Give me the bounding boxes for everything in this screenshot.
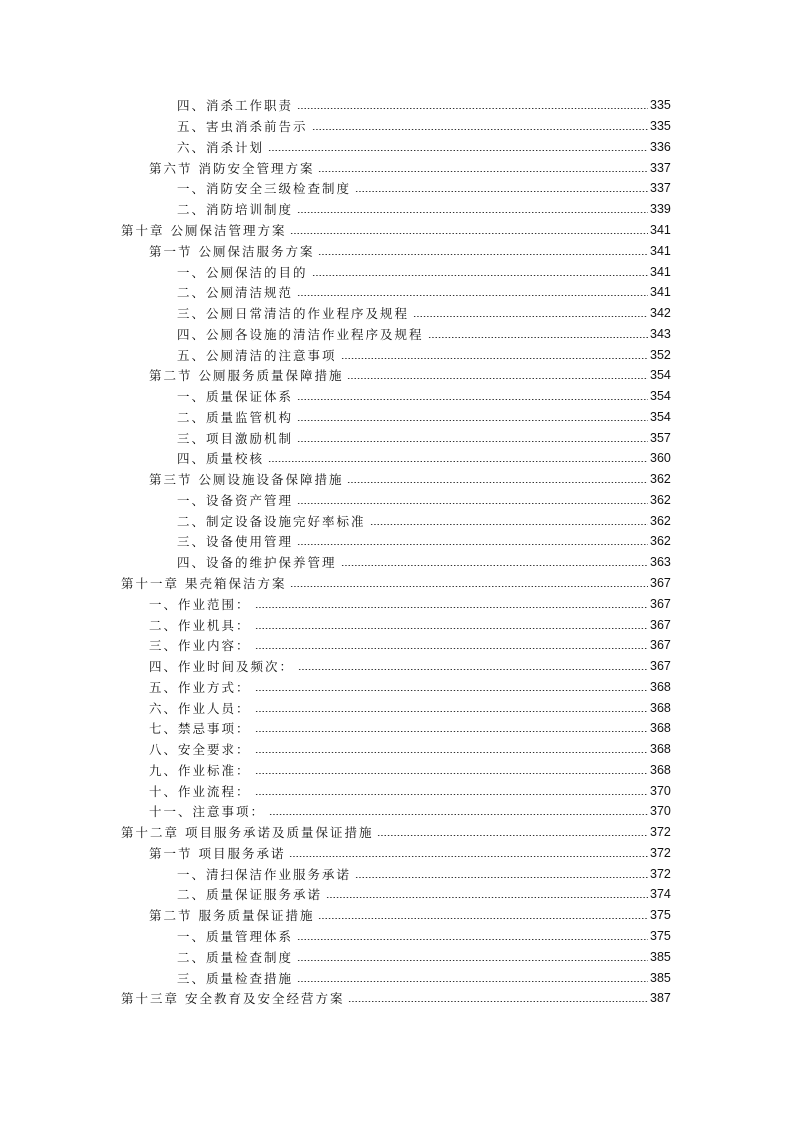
- toc-entry[interactable]: [0, 261, 793, 282]
- toc-entry-title: 三、设备使用管理: [177, 534, 294, 550]
- toc-dot-leader: [318, 254, 648, 255]
- toc-entry[interactable]: [0, 469, 793, 490]
- toc-entry-line: [149, 159, 650, 177]
- toc-entry-line: [121, 823, 650, 841]
- toc-entry[interactable]: [0, 697, 793, 718]
- toc-entry-title: 第二节 公厕服务质量保障措施: [149, 368, 344, 384]
- toc-entry[interactable]: [0, 95, 793, 116]
- toc-entry-line: [177, 865, 650, 883]
- toc-entry-title: 第十二章 项目服务承诺及质量保证措施: [121, 825, 374, 841]
- toc-entry-line: [149, 366, 650, 384]
- toc-entry-line: [177, 553, 650, 571]
- toc-dot-leader: [318, 171, 648, 172]
- toc-dot-leader: [348, 1001, 648, 1002]
- toc-dot-leader: [297, 544, 648, 545]
- toc-entry-line: [149, 636, 650, 654]
- toc-entry-page-number: 357: [650, 430, 671, 445]
- toc-entry-title: 一、质量保证体系: [177, 389, 294, 405]
- toc-dot-leader: [347, 378, 648, 379]
- toc-entry-page-number: 352: [650, 347, 671, 362]
- toc-dot-leader: [255, 648, 648, 649]
- toc-entry-line: [149, 719, 650, 737]
- toc-dot-leader: [255, 690, 648, 691]
- toc-entry[interactable]: [0, 988, 793, 1009]
- toc-dot-leader: [298, 669, 648, 670]
- toc-dot-leader: [428, 337, 648, 338]
- toc-entry[interactable]: [0, 199, 793, 220]
- toc-entry-line: [121, 221, 650, 239]
- toc-entry-line: [177, 429, 650, 447]
- toc-entry-page-number: 387: [650, 991, 671, 1006]
- toc-entry-page-number: 337: [650, 160, 671, 175]
- toc-entry-title: 六、消杀计划: [177, 139, 265, 155]
- toc-entry-line: [177, 512, 650, 530]
- toc-entry-title: 一、公厕保洁的目的: [177, 264, 308, 280]
- toc-entry-page-number: 362: [650, 513, 671, 528]
- toc-dot-leader: [318, 918, 648, 919]
- toc-entry-page-number: 385: [650, 949, 671, 964]
- toc-entry-page-number: 374: [650, 887, 671, 902]
- toc-entry-line: [149, 844, 650, 862]
- toc-entry-title: 一、作业范围：: [149, 596, 251, 612]
- toc-entry-line: [177, 346, 650, 364]
- toc-dot-leader: [297, 960, 648, 961]
- toc-entry-page-number: 354: [650, 389, 671, 404]
- toc-entry[interactable]: [0, 843, 793, 864]
- toc-dot-leader: [255, 794, 648, 795]
- toc-entry-page-number: 372: [650, 825, 671, 840]
- toc-dot-leader: [255, 711, 648, 712]
- toc-entry[interactable]: [0, 282, 793, 303]
- toc-entry[interactable]: [0, 593, 793, 614]
- toc-entry-title: 四、消杀工作职责: [177, 98, 294, 114]
- toc-entry-title: 一、清扫保洁作业服务承诺: [177, 866, 352, 882]
- toc-entry-page-number: 360: [650, 451, 671, 466]
- toc-entry-title: 二、质量监管机构: [177, 409, 294, 425]
- toc-entry[interactable]: [0, 365, 793, 386]
- toc-entry-title: 二、消防培训制度: [177, 202, 294, 218]
- toc-entry[interactable]: [0, 178, 793, 199]
- toc-entry-line: [149, 699, 650, 717]
- toc-entry[interactable]: [0, 157, 793, 178]
- toc-entry-page-number: 339: [650, 202, 671, 217]
- toc-entry-line: [177, 200, 650, 218]
- toc-entry-page-number: 335: [650, 119, 671, 134]
- toc-dot-leader: [341, 358, 648, 359]
- toc-dot-leader: [297, 981, 648, 982]
- toc-entry[interactable]: [0, 303, 793, 324]
- toc-entry-page-number: 362: [650, 472, 671, 487]
- toc-dot-leader: [255, 731, 648, 732]
- toc-dot-leader: [297, 420, 648, 421]
- toc-dot-leader: [355, 191, 648, 192]
- toc-entry[interactable]: [0, 344, 793, 365]
- toc-entry-title: 第十章 公厕保洁管理方案: [121, 222, 287, 238]
- toc-entry[interactable]: [0, 863, 793, 884]
- toc-dot-leader: [297, 939, 648, 940]
- toc-dot-leader: [297, 108, 648, 109]
- toc-entry-title: 五、公厕清洁的注意事项: [177, 347, 337, 363]
- toc-entry-title: 一、消防安全三级检查制度: [177, 181, 352, 197]
- toc-dot-leader: [268, 461, 648, 462]
- toc-dot-leader: [290, 586, 648, 587]
- toc-entry-line: [149, 616, 650, 634]
- toc-entry-page-number: 341: [650, 222, 671, 237]
- toc-entry-title: 一、设备资产管理: [177, 492, 294, 508]
- toc-entry-page-number: 341: [650, 243, 671, 258]
- toc-entry-title: 三、公厕日常清洁的作业程序及规程: [177, 306, 410, 322]
- toc-entry-line: [177, 117, 650, 135]
- toc-entry-page-number: 362: [650, 492, 671, 507]
- toc-entry-line: [177, 408, 650, 426]
- toc-dot-leader: [355, 877, 648, 878]
- toc-dot-leader: [297, 441, 648, 442]
- toc-entry-page-number: 335: [650, 98, 671, 113]
- toc-entry[interactable]: [0, 884, 793, 905]
- toc-entry-line: [177, 179, 650, 197]
- toc-entry-title: 二、作业机具：: [149, 617, 251, 633]
- table-of-contents: [0, 95, 793, 1009]
- toc-entry-page-number: 336: [650, 139, 671, 154]
- toc-entry-page-number: 343: [650, 326, 671, 341]
- toc-dot-leader: [347, 482, 648, 483]
- toc-entry-page-number: 372: [650, 866, 671, 881]
- toc-entry-title: 十、作业流程：: [149, 783, 251, 799]
- toc-entry-line: [177, 283, 650, 301]
- toc-entry-page-number: 342: [650, 306, 671, 321]
- toc-entry-page-number: 367: [650, 638, 671, 653]
- toc-dot-leader: [297, 212, 648, 213]
- toc-entry-title: 五、作业方式：: [149, 679, 251, 695]
- toc-dot-leader: [370, 524, 648, 525]
- toc-entry-page-number: 385: [650, 970, 671, 985]
- toc-entry-page-number: 370: [650, 804, 671, 819]
- toc-entry-page-number: 375: [650, 908, 671, 923]
- toc-entry[interactable]: [0, 822, 793, 843]
- toc-dot-leader: [326, 897, 648, 898]
- toc-entry-line: [149, 470, 650, 488]
- toc-entry[interactable]: [0, 676, 793, 697]
- toc-entry[interactable]: [0, 718, 793, 739]
- toc-dot-leader: [312, 129, 648, 130]
- toc-entry-title: 第十一章 果壳箱保洁方案: [121, 575, 287, 591]
- toc-entry[interactable]: [0, 739, 793, 760]
- toc-entry-title: 二、质量保证服务承诺: [177, 887, 323, 903]
- toc-entry-line: [121, 574, 650, 592]
- toc-entry-page-number: 367: [650, 596, 671, 611]
- toc-entry[interactable]: [0, 448, 793, 469]
- toc-entry-title: 四、质量校核: [177, 451, 265, 467]
- toc-dot-leader: [290, 233, 648, 234]
- toc-entry-line: [149, 802, 650, 820]
- toc-entry[interactable]: [0, 801, 793, 822]
- toc-entry-line: [149, 242, 650, 260]
- toc-entry-title: 三、作业内容：: [149, 638, 251, 654]
- toc-entry[interactable]: [0, 614, 793, 635]
- toc-dot-leader: [312, 275, 648, 276]
- toc-entry-line: [177, 927, 650, 945]
- toc-entry-line: [121, 989, 650, 1007]
- toc-entry-line: [177, 325, 650, 343]
- toc-dot-leader: [255, 752, 648, 753]
- toc-dot-leader: [377, 835, 648, 836]
- toc-entry[interactable]: [0, 490, 793, 511]
- toc-entry-title: 四、作业时间及频次：: [149, 659, 295, 675]
- toc-entry-title: 四、设备的维护保养管理: [177, 555, 337, 571]
- toc-entry[interactable]: [0, 116, 793, 137]
- toc-entry-page-number: 354: [650, 368, 671, 383]
- toc-dot-leader: [341, 565, 648, 566]
- toc-entry-title: 七、禁忌事项：: [149, 721, 251, 737]
- toc-entry-line: [177, 491, 650, 509]
- toc-entry-line: [177, 138, 650, 156]
- toc-entry-line: [177, 387, 650, 405]
- toc-entry-title: 第十三章 安全教育及安全经营方案: [121, 991, 345, 1007]
- toc-entry[interactable]: [0, 656, 793, 677]
- toc-entry-page-number: 368: [650, 721, 671, 736]
- toc-entry-title: 九、作业标准：: [149, 762, 251, 778]
- toc-entry-title: 三、项目激励机制: [177, 430, 294, 446]
- toc-entry-line: [177, 96, 650, 114]
- toc-entry[interactable]: [0, 240, 793, 261]
- toc-entry[interactable]: [0, 760, 793, 781]
- toc-entry[interactable]: [0, 427, 793, 448]
- toc-entry-page-number: 341: [650, 285, 671, 300]
- toc-entry-line: [149, 740, 650, 758]
- toc-entry-page-number: 368: [650, 762, 671, 777]
- toc-dot-leader: [297, 295, 648, 296]
- toc-entry[interactable]: [0, 386, 793, 407]
- toc-entry-line: [149, 906, 650, 924]
- toc-entry[interactable]: [0, 967, 793, 988]
- toc-entry-title: 二、质量检查制度: [177, 949, 294, 965]
- toc-entry-line: [149, 657, 650, 675]
- toc-entry-title: 二、公厕清洁规范: [177, 285, 294, 301]
- toc-dot-leader: [297, 503, 648, 504]
- toc-entry-title: 第一节 公厕保洁服务方案: [149, 243, 315, 259]
- toc-dot-leader: [255, 628, 648, 629]
- toc-entry-title: 六、作业人员：: [149, 700, 251, 716]
- toc-entry-line: [177, 532, 650, 550]
- toc-entry[interactable]: [0, 552, 793, 573]
- toc-entry-page-number: 367: [650, 617, 671, 632]
- toc-entry[interactable]: [0, 905, 793, 926]
- toc-entry[interactable]: [0, 137, 793, 158]
- toc-entry[interactable]: [0, 531, 793, 552]
- toc-entry-line: [177, 885, 650, 903]
- toc-entry[interactable]: [0, 573, 793, 594]
- toc-entry-page-number: 368: [650, 742, 671, 757]
- toc-entry[interactable]: [0, 406, 793, 427]
- toc-dot-leader: [255, 607, 648, 608]
- toc-entry-title: 第三节 公厕设施设备保障措施: [149, 472, 344, 488]
- toc-dot-leader: [269, 814, 648, 815]
- toc-dot-leader: [413, 316, 648, 317]
- toc-entry-page-number: 368: [650, 700, 671, 715]
- toc-entry-line: [149, 595, 650, 613]
- toc-dot-leader: [289, 856, 648, 857]
- toc-entry-page-number: 341: [650, 264, 671, 279]
- toc-entry[interactable]: [0, 323, 793, 344]
- toc-entry-line: [177, 304, 650, 322]
- toc-entry-title: 三、质量检查措施: [177, 970, 294, 986]
- toc-entry-title: 四、公厕各设施的清洁作业程序及规程: [177, 326, 424, 342]
- toc-entry-page-number: 367: [650, 659, 671, 674]
- toc-entry-line: [177, 948, 650, 966]
- toc-entry-page-number: 375: [650, 929, 671, 943]
- toc-entry-page-number: 370: [650, 783, 671, 798]
- toc-entry[interactable]: [0, 780, 793, 801]
- toc-entry-line: [177, 263, 650, 281]
- toc-entry-title: 二、制定设备设施完好率标准: [177, 513, 366, 529]
- toc-entry-title: 十一、注意事项：: [149, 804, 266, 820]
- toc-entry[interactable]: [0, 510, 793, 531]
- toc-dot-leader: [255, 773, 648, 774]
- toc-dot-leader: [268, 150, 648, 151]
- toc-entry-page-number: 354: [650, 409, 671, 424]
- toc-entry[interactable]: [0, 946, 793, 967]
- toc-entry-title: 第一节 项目服务承诺: [149, 845, 286, 861]
- toc-entry-line: [177, 969, 650, 987]
- toc-entry-page-number: 367: [650, 575, 671, 590]
- toc-entry-line: [177, 449, 650, 467]
- toc-entry[interactable]: [0, 635, 793, 656]
- toc-entry-title: 五、害虫消杀前告示: [177, 119, 308, 135]
- toc-entry-page-number: 368: [650, 679, 671, 694]
- toc-entry-line: [149, 782, 650, 800]
- toc-entry[interactable]: [0, 926, 793, 947]
- toc-entry-page-number: 363: [650, 555, 671, 570]
- toc-entry-page-number: 362: [650, 534, 671, 549]
- toc-dot-leader: [297, 399, 648, 400]
- toc-entry-title: 第六节 消防安全管理方案: [149, 160, 315, 176]
- toc-entry-line: [149, 678, 650, 696]
- toc-entry[interactable]: [0, 220, 793, 241]
- toc-entry-page-number: 337: [650, 181, 671, 196]
- toc-entry-title: 第二节 服务质量保证措施: [149, 908, 315, 924]
- toc-entry-title: 一、质量管理体系: [177, 929, 294, 944]
- toc-entry-page-number: 372: [650, 845, 671, 860]
- toc-entry-line: [149, 761, 650, 779]
- toc-entry-title: 八、安全要求：: [149, 742, 251, 758]
